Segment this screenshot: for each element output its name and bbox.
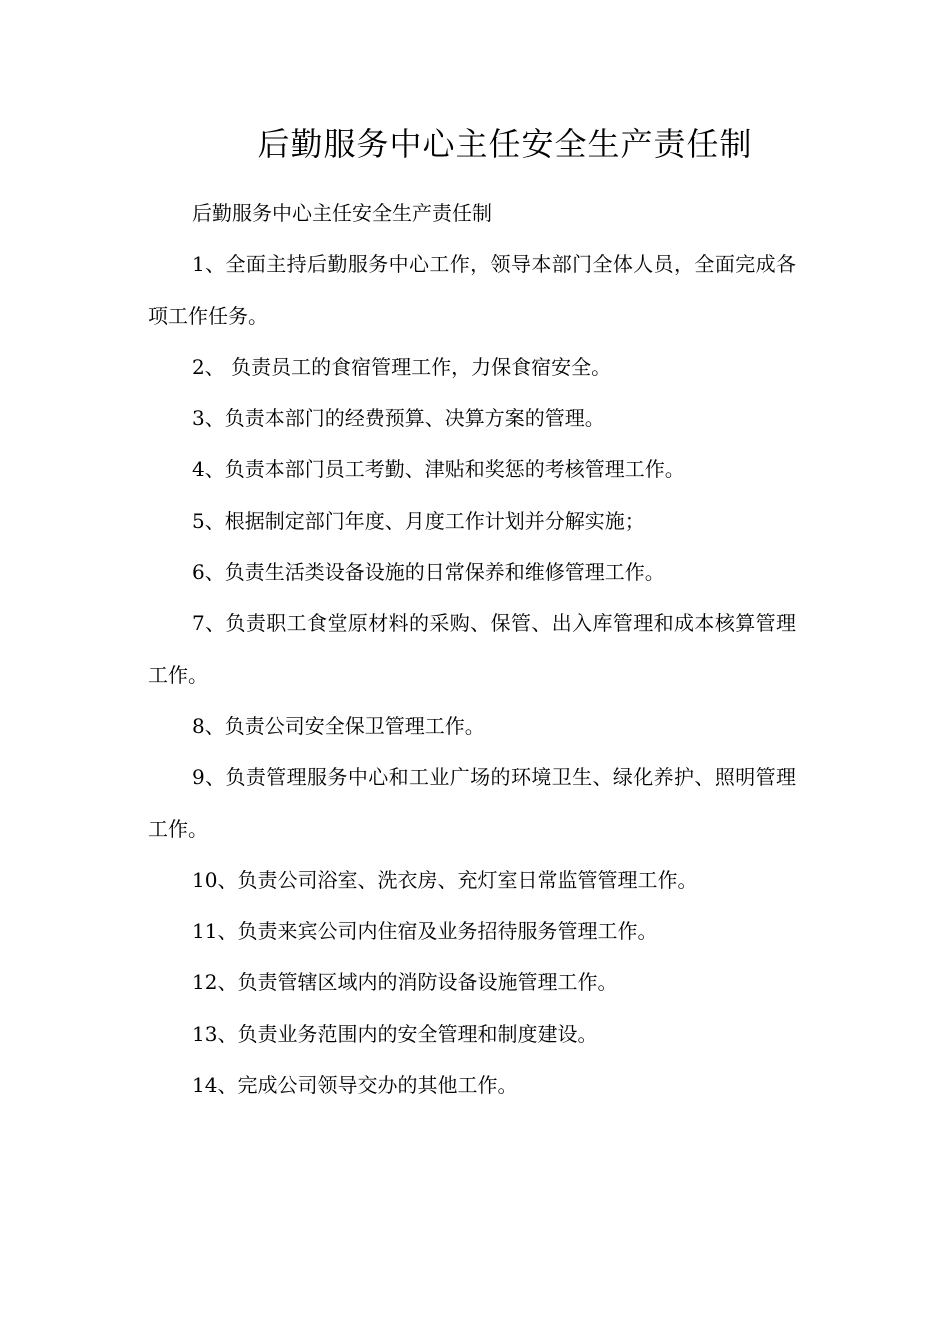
paragraph-heading: 后勤服务中心主任安全生产责任制 bbox=[192, 201, 492, 225]
paragraph-item-14: 14、完成公司领导交办的其他工作。 bbox=[192, 1073, 518, 1098]
document-body bbox=[148, 188, 796, 1111]
document-title: 后勤服务中心主任安全生产责任制 bbox=[257, 125, 753, 163]
paragraph-item-10: 10、负责公司浴室、洗衣房、充灯室日常监管管理工作。 bbox=[192, 867, 698, 892]
paragraph-item-4: 4、负责本部门员工考勤、津贴和奖惩的考核管理工作。 bbox=[192, 457, 685, 482]
paragraph-item-6: 6、负责生活类设备设施的日常保养和维修管理工作。 bbox=[192, 560, 665, 585]
paragraph-item-11: 11、负责来宾公司内住宿及业务招待服务管理工作。 bbox=[192, 919, 658, 944]
paragraph-item-8: 8、负责公司安全保卫管理工作。 bbox=[192, 713, 485, 738]
paragraph-item-13: 13、负责业务范围内的安全管理和制度建设。 bbox=[192, 1021, 598, 1046]
paragraph-item-3: 3、负责本部门的经费预算、决算方案的管理。 bbox=[192, 406, 605, 431]
paragraph-item-5: 5、根据制定部门年度、月度工作计划并分解实施； bbox=[192, 508, 645, 533]
paragraph-item-2: 2、 负责员工的食宿管理工作，力保食宿安全。 bbox=[192, 354, 612, 379]
paragraph-item-7: 7、负责职工食堂原材料的采购、保管、出入库管理和成本核算管理工作。 bbox=[148, 611, 796, 687]
paragraph-item-12: 12、负责管辖区域内的消防设备设施管理工作。 bbox=[192, 970, 618, 995]
paragraph-item-1: 1、全面主持后勤服务中心工作，领导本部门全体人员，全面完成各项工作任务。 bbox=[148, 252, 796, 328]
paragraph-item-9: 9、负责管理服务中心和工业广场的环境卫生、绿化养护、照明管理工作。 bbox=[148, 765, 796, 841]
